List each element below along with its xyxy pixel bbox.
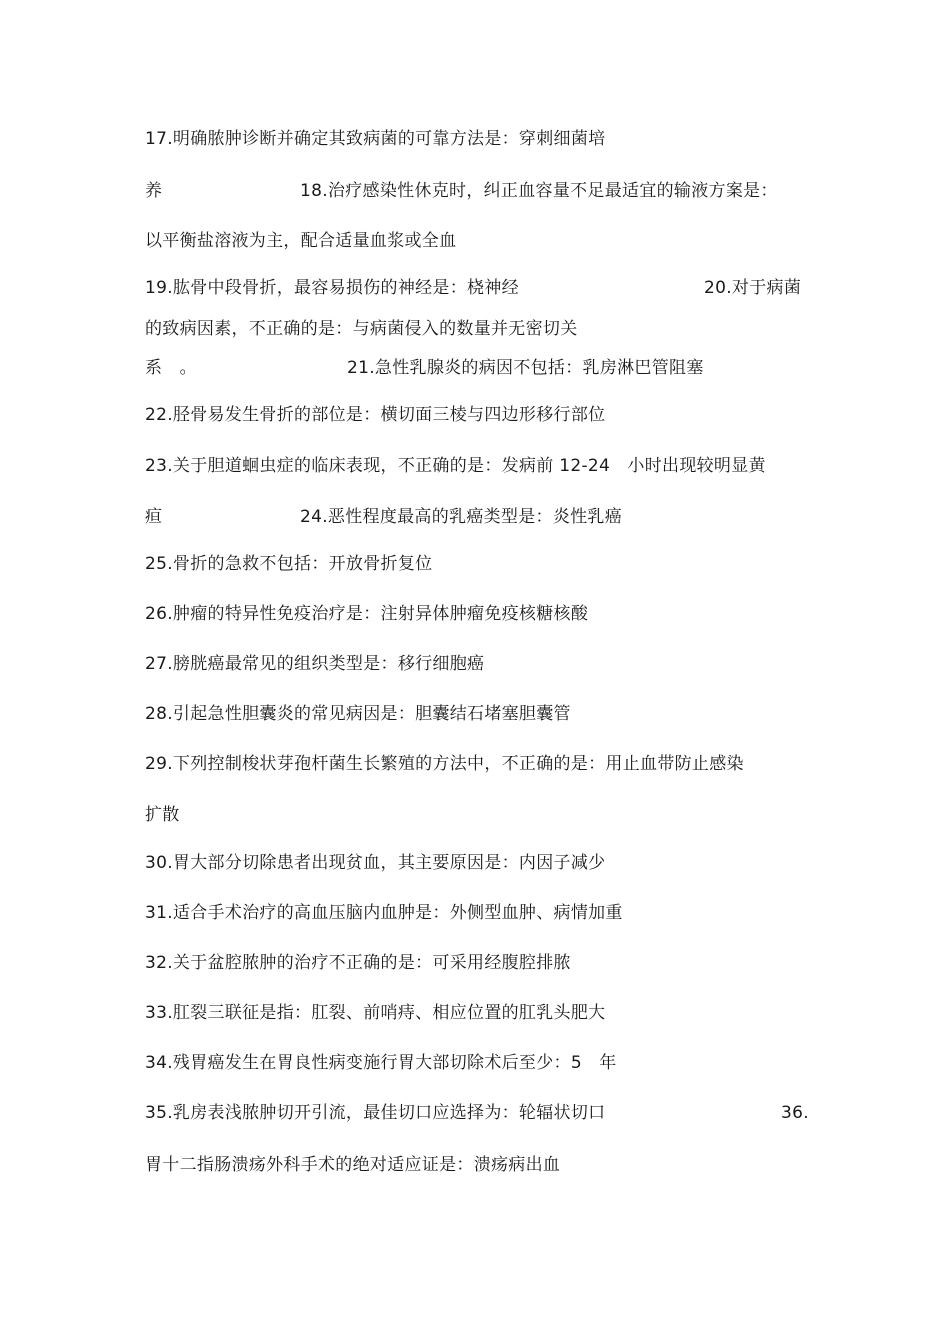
text-line <box>145 230 456 252</box>
text-line <box>145 404 605 426</box>
line-text: 24.恶性程度最高的乳癌类型是：炎性乳癌 <box>300 507 623 527</box>
text-line <box>145 804 180 826</box>
line-text: 18.治疗感染性休克时，纠正血容量不足最适宜的输液方案是： <box>300 181 778 201</box>
line-text: 35.乳房表浅脓肿切开引流，最佳切口应选择为：轮辐状切口 <box>145 1103 606 1123</box>
line-text: 22.胫骨易发生骨折的部位是：横切面三棱与四边形移行部位 <box>145 405 606 425</box>
line-text: 34.残胃癌发生在胃良性病变施行胃大部切除术后至少：5 年 <box>145 1053 617 1073</box>
text-line <box>145 455 766 477</box>
line-text: 36. <box>781 1103 809 1123</box>
line-text: 30.胃大部分切除患者出现贫血，其主要原因是：内因子减少 <box>145 853 606 873</box>
line-text: 扩散 <box>145 805 180 825</box>
text-line <box>145 952 571 974</box>
line-text: 疸 <box>145 507 163 527</box>
text-line <box>145 1002 605 1024</box>
text-line <box>145 128 605 150</box>
text-line <box>145 753 744 775</box>
line-text: 27.膀胱癌最常见的组织类型是：移行细胞癌 <box>145 654 485 674</box>
text-line <box>145 180 162 202</box>
text-line <box>704 277 801 299</box>
line-text: 20.对于病菌 <box>704 278 802 298</box>
line-text: 的致病因素，不正确的是：与病菌侵入的数量并无密切关 <box>145 319 578 339</box>
line-text: 23.关于胆道蛔虫症的临床表现，不正确的是：发病前 12-24 小时出现较明显黄 <box>145 456 766 476</box>
line-text: 以平衡盐溶液为主，配合适量血浆或全血 <box>145 231 457 251</box>
text-line <box>145 1154 560 1176</box>
text-line <box>145 506 162 528</box>
line-text: 33.肛裂三联征是指：肛裂、前哨痔、相应位置的肛乳头肥大 <box>145 1003 606 1023</box>
text-line <box>145 553 432 575</box>
line-text: 19.肱骨中段骨折，最容易损伤的神经是：桡神经 <box>145 278 519 298</box>
text-line <box>781 1102 809 1124</box>
text-line <box>347 357 704 379</box>
line-text: 系 。 <box>145 358 197 378</box>
line-text: 31.适合手术治疗的高血压脑内血肿是：外侧型血肿、病情加重 <box>145 903 623 923</box>
text-line <box>145 357 197 379</box>
text-line <box>145 653 484 675</box>
text-line <box>145 277 519 299</box>
line-text: 养 <box>145 181 163 201</box>
line-text: 28.引起急性胆囊炎的常见病因是：胆囊结石堵塞胆囊管 <box>145 704 571 724</box>
text-line <box>145 1102 605 1124</box>
text-line <box>145 902 623 924</box>
text-line <box>145 318 578 340</box>
line-text: 32.关于盆腔脓肿的治疗不正确的是：可采用经腹腔排脓 <box>145 953 571 973</box>
line-text: 29.下列控制梭状芽孢杆菌生长繁殖的方法中，不正确的是：用止血带防止感染 <box>145 754 744 774</box>
text-line <box>300 180 778 202</box>
line-text: 胃十二指肠溃疡外科手术的绝对适应证是：溃疡病出血 <box>145 1155 561 1175</box>
text-line <box>145 852 605 874</box>
line-text: 25.骨折的急救不包括：开放骨折复位 <box>145 554 433 574</box>
line-text: 17.明确脓肿诊断并确定其致病菌的可靠方法是：穿刺细菌培 <box>145 129 606 149</box>
text-line <box>145 1052 617 1074</box>
line-text: 26.肿瘤的特异性免疫治疗是：注射异体肿瘤免疫核糖核酸 <box>145 604 589 624</box>
text-line <box>145 703 571 725</box>
text-line <box>300 506 622 528</box>
line-text: 21.急性乳腺炎的病因不包括：乳房淋巴管阻塞 <box>347 358 704 378</box>
text-line <box>145 603 588 625</box>
